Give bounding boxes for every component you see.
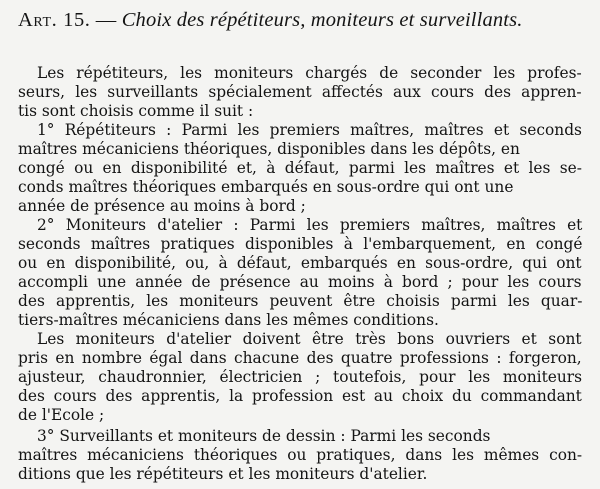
text-line: 2° Moniteurs d'atelier : Parmi les premiers maîtres, maîtres et — [37, 216, 583, 234]
text-line: seurs, les surveillants spécialement affectés aux cours des appren- — [18, 83, 582, 101]
text-line: pris en nombre égal dans chacune des quatre professions : forgeron, — [18, 349, 582, 367]
text-line: ou en disponibilité, ou, à défaut, embarqués en sous-ordre, qui ont — [18, 254, 582, 272]
text-line: seconds maîtres pratiques disponibles à l'embarquement, en congé — [18, 235, 583, 253]
text-line: congé ou en disponibilité et, à défaut, parmi les maîtres et les se- — [18, 159, 582, 177]
text-line: 1° Répétiteurs : Parmi les premiers maîtres, maîtres et seconds — [37, 121, 582, 139]
text-line: ditions que les répétiteurs et les moniteurs d'atelier. — [18, 465, 428, 483]
text-line: 3° Surveillants et moniteurs de dessin : Parmi les seconds — [37, 427, 491, 445]
text-line: accompli une année de présence au moins à bord ; pour les cours — [18, 273, 582, 291]
article-title: Choix des répétiteurs, moniteurs et surveillants. — [121, 9, 523, 31]
heading-dash: — — [90, 9, 122, 31]
text-line: année de présence au moins à bord ; — [18, 197, 306, 215]
text-line: des apprentis, les moniteurs peuvent être choisis parmi les quar- — [18, 292, 583, 310]
text-line: ajusteur, chaudronnier, électricien ; toutefois, pour les moniteurs — [18, 368, 583, 386]
text-line: tis sont choisis comme il suit : — [18, 102, 254, 120]
article-heading — [18, 9, 523, 32]
text-line: tiers-maîtres mécaniciens dans les mêmes conditions. — [18, 311, 439, 329]
text-line: des cours des apprentis, la profession est au choix du commandant — [18, 387, 582, 405]
text-line: conds maîtres théoriques embarqués en sous-ordre qui ont une — [18, 178, 514, 196]
text-line: maîtres mécaniciens théoriques, disponibles dans les dépôts, en — [18, 140, 520, 158]
text-line: Les moniteurs d'atelier doivent être très bons ouvriers et sont — [37, 330, 582, 348]
text-line: de l'Ecole ; — [18, 406, 105, 424]
text-line: maîtres mécaniciens théoriques ou pratiques, dans les mêmes con- — [18, 446, 583, 464]
article-number: Art. 15. — [18, 9, 91, 31]
text-line: Les répétiteurs, les moniteurs chargés de seconder les profes- — [37, 64, 582, 82]
